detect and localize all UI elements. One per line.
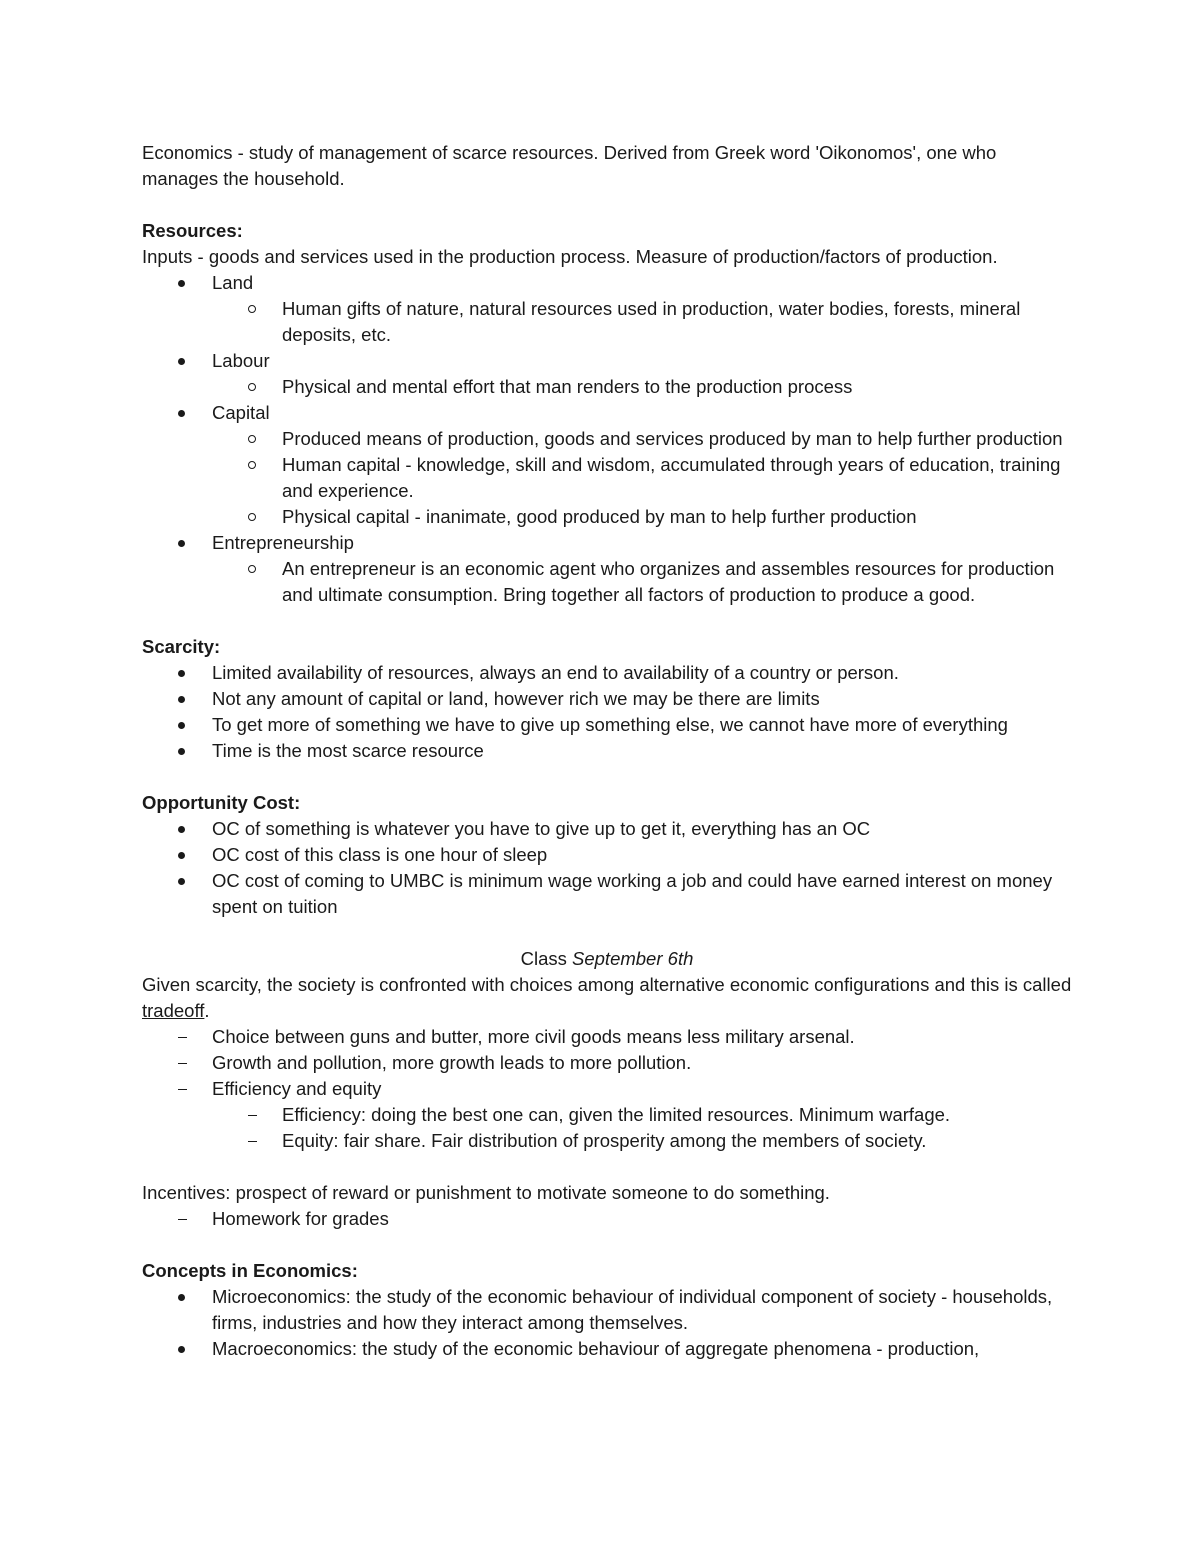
list-item: Physical capital - inanimate, good produced by man to help further production	[212, 504, 1072, 530]
bullet-disc-icon	[178, 400, 198, 426]
bullet-disc-icon	[178, 842, 198, 868]
bullet-disc-icon	[178, 270, 198, 296]
concepts-heading: Concepts in Economics:	[142, 1260, 358, 1281]
list-item: Growth and pollution, more growth leads to more pollution.	[142, 1050, 1072, 1076]
intro-paragraph: Economics - study of management of scarce resources. Derived from Greek word 'Oikonomos', one who manages the household.	[142, 142, 997, 189]
list-item: Human gifts of nature, natural resources used in production, water bodies, forests, mineral deposits, etc.	[212, 296, 1072, 348]
bullet-dash-icon	[248, 1102, 268, 1128]
bullet-dash-icon	[248, 1128, 268, 1154]
bullet-disc-icon	[178, 816, 198, 842]
class-date-title: Class September 6th	[520, 948, 694, 969]
bullet-disc-icon	[178, 348, 198, 374]
bullet-disc-icon	[178, 738, 198, 764]
list-item: To get more of something we have to give up something else, we cannot have more of everything	[142, 712, 1072, 738]
list-item: Land Human gifts of nature, natural resources used in production, water bodies, forests, mineral deposits, etc.	[142, 270, 1072, 348]
resources-heading: Resources:	[142, 220, 243, 241]
concepts-list	[142, 1284, 1072, 1362]
scarcity-list	[142, 660, 1072, 764]
tradeoff-term: tradeoff	[142, 1000, 205, 1021]
list-item: Choice between guns and butter, more civil goods means less military arsenal.	[142, 1024, 1072, 1050]
list-item: OC of something is whatever you have to give up to get it, everything has an OC	[142, 816, 1072, 842]
list-item: An entrepreneur is an economic agent who organizes and assembles resources for production and ultimate consumption. Bring together all factors of production to produce a good.	[212, 556, 1072, 608]
class-lead: Given scarcity, the society is confronted with choices among alternative economic configurations and this is called tradeoff.	[142, 974, 1072, 1021]
bullet-disc-icon	[178, 686, 198, 712]
bullet-disc-icon	[178, 1336, 198, 1362]
resources-list	[142, 270, 1072, 608]
document-page	[142, 140, 1072, 1362]
list-item: Limited availability of resources, always an end to availability of a country or person.	[142, 660, 1072, 686]
list-item: Macroeconomics: the study of the economic behaviour of aggregate phenomena - production,	[142, 1336, 1072, 1362]
list-item: Human capital - knowledge, skill and wisdom, accumulated through years of education, training and experience.	[212, 452, 1072, 504]
list-item: OC cost of this class is one hour of sleep	[142, 842, 1072, 868]
list-item: Entrepreneurship An entrepreneur is an economic agent who organizes and assembles resources for production and ultimate consumption. Bring together all factors of production to produce a good.	[142, 530, 1072, 608]
bullet-circle-icon	[248, 426, 268, 452]
bullet-circle-icon	[248, 296, 268, 322]
bullet-dash-icon	[178, 1050, 198, 1076]
resources-lead: Inputs - goods and services used in the production process. Measure of production/factors of production.	[142, 246, 998, 267]
list-item: Capital Produced means of production, goods and services produced by man to help further production Human capital - knowledge, skill and wisdom, accumulated through years of education, training and experience. Physical capital - inanimate, good produced by man to help further production	[142, 400, 1072, 530]
bullet-dash-icon	[178, 1076, 198, 1102]
bullet-circle-icon	[248, 374, 268, 400]
bullet-disc-icon	[178, 712, 198, 738]
list-item: Time is the most scarce resource	[142, 738, 1072, 764]
list-item: Efficiency and equity Efficiency: doing the best one can, given the limited resources. Minimum warfage. Equity: fair share. Fair distribution of prosperity among the members of society.	[142, 1076, 1072, 1154]
list-item: Physical and mental effort that man renders to the production process	[212, 374, 1072, 400]
scarcity-heading: Scarcity:	[142, 636, 221, 657]
bullet-circle-icon	[248, 556, 268, 582]
list-item: Produced means of production, goods and services produced by man to help further production	[212, 426, 1072, 452]
tradeoff-list	[142, 1024, 1072, 1154]
bullet-disc-icon	[178, 530, 198, 556]
opportunity-cost-heading: Opportunity Cost:	[142, 792, 301, 813]
bullet-dash-icon	[178, 1206, 198, 1232]
list-item: OC cost of coming to UMBC is minimum wage working a job and could have earned interest on money spent on tuition	[142, 868, 1072, 920]
incentives-list	[142, 1206, 1072, 1232]
list-item: Equity: fair share. Fair distribution of prosperity among the members of society.	[212, 1128, 1072, 1154]
opportunity-cost-list	[142, 816, 1072, 920]
list-item: Homework for grades	[142, 1206, 1072, 1232]
bullet-disc-icon	[178, 660, 198, 686]
list-item: Microeconomics: the study of the economic behaviour of individual component of society - households, firms, industries and how they interact among themselves.	[142, 1284, 1072, 1336]
bullet-circle-icon	[248, 504, 268, 530]
bullet-disc-icon	[178, 1284, 198, 1310]
incentives-paragraph: Incentives: prospect of reward or punishment to motivate someone to do something.	[142, 1182, 830, 1203]
list-item: Not any amount of capital or land, however rich we may be there are limits	[142, 686, 1072, 712]
bullet-dash-icon	[178, 1024, 198, 1050]
list-item: Labour Physical and mental effort that man renders to the production process	[142, 348, 1072, 400]
list-item: Efficiency: doing the best one can, given the limited resources. Minimum warfage.	[212, 1102, 1072, 1128]
bullet-disc-icon	[178, 868, 198, 894]
bullet-circle-icon	[248, 452, 268, 478]
